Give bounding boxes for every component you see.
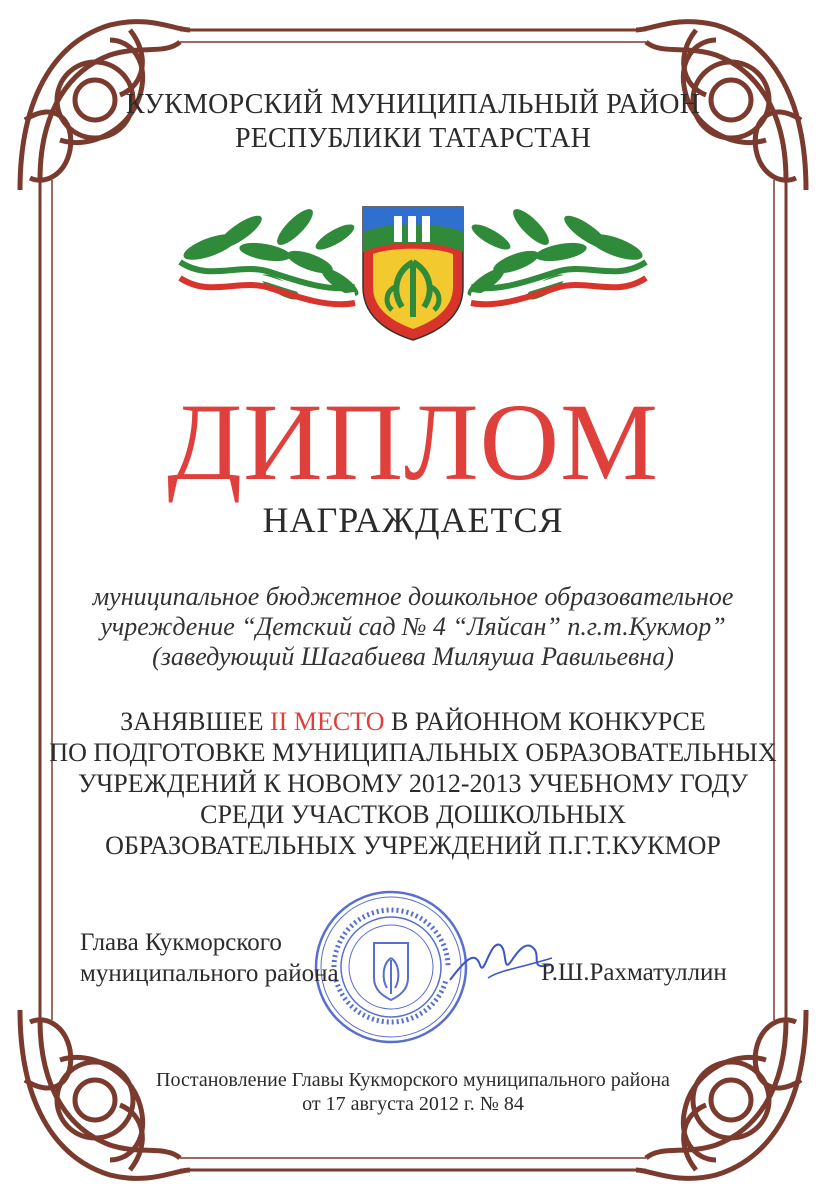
achievement-suffix: В РАЙОННОМ КОНКУРСЕ [384, 707, 706, 736]
shield-icon [363, 207, 463, 340]
coat-of-arms-emblem [170, 192, 656, 342]
achievement-line-1 [0, 706, 826, 737]
decree-line-1: Постановление Главы Кукморского муниципального района [156, 1069, 670, 1091]
document-title: ДИПЛОМ [167, 381, 659, 503]
achievement-line-4: СРЕДИ УЧАСТКОВ ДОШКОЛЬНЫХ [200, 800, 626, 829]
awarded-heading: НАГРАЖДАЕТСЯ [262, 500, 564, 540]
recipient-line-1: муниципальное бюджетное дошкольное образовательное [92, 582, 734, 611]
recipient-line-3: (заведующий Шагабиева Миляуша Равильевна) [152, 642, 674, 671]
issuer-line-1: КУКМОРСКИЙ МУНИЦИПАЛЬНЫЙ РАЙОН [125, 89, 701, 120]
signatory-position [80, 927, 339, 989]
achievement-prefix: ЗАНЯВШЕЕ [120, 707, 271, 736]
decree-reference [0, 1068, 826, 1116]
decree-line-2: от 17 августа 2012 г. № 84 [302, 1093, 524, 1115]
achievement-line-5: ОБРАЗОВАТЕЛЬНЫХ УЧРЕЖДЕНИЙ П.Г.Т.КУКМОР [105, 831, 721, 860]
place-highlight: II МЕСТО [270, 707, 385, 736]
issuer-line-2: РЕСПУБЛИКИ ТАТАРСТАН [234, 123, 592, 154]
recipient-line-2: учреждение “Детский сад № 4 “Ляйсан” п.г.т.Кукмор” [100, 612, 726, 641]
signatory-name: Р.Ш.Рахматуллин [541, 959, 727, 986]
signatory-position-line-1: Глава Кукморского [80, 929, 282, 956]
recipient-block [0, 582, 826, 672]
signatory-position-line-2: муниципального района [80, 960, 339, 987]
achievement-line-2: ПО ПОДГОТОВКЕ МУНИЦИПАЛЬНЫХ ОБРАЗОВАТЕЛЬНЫХ [49, 738, 777, 767]
issuer-header [0, 88, 826, 156]
achievement-line-3: УЧРЕЖДЕНИЙ К НОВОМУ 2012-2013 УЧЕБНОМУ ГОДУ [77, 769, 749, 798]
achievement-block [0, 706, 826, 861]
